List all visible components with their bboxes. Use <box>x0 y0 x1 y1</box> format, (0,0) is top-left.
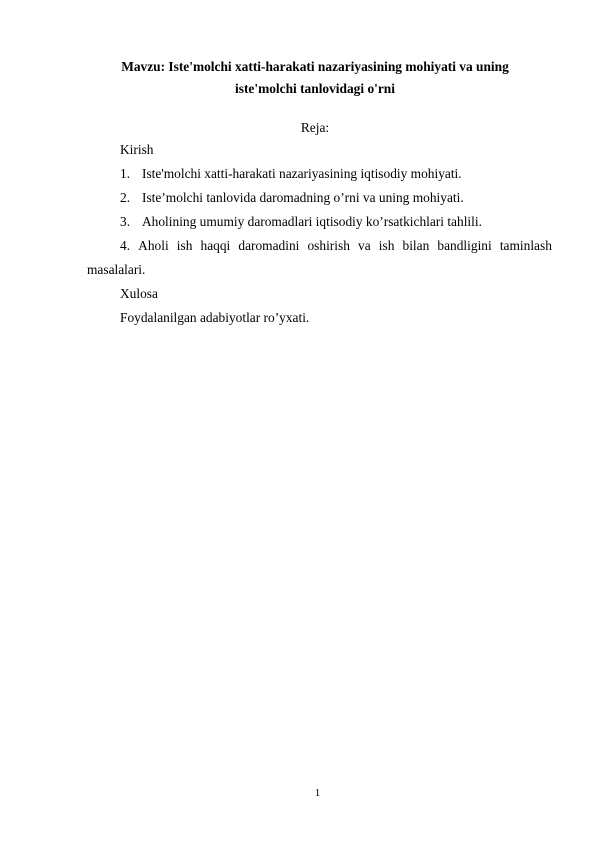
plan-item-1 <box>120 166 462 182</box>
plan-item-text: Aholining umumiy daromadlari iqtisodiy ko’rsatkichlari tahlili. <box>142 214 482 229</box>
page-number: 1 <box>314 787 321 799</box>
plan-item-3 <box>120 214 482 230</box>
plan-item-word: daromadini <box>238 238 300 253</box>
plan-item-word: ish <box>378 238 395 253</box>
plan-item-4 <box>120 238 552 254</box>
plan-item-word: haqqi <box>200 238 231 253</box>
plan-item-word: va <box>358 238 371 253</box>
plan-item-word: ish <box>176 238 193 253</box>
plan-item-word: bilan <box>402 238 430 253</box>
plan-item-text: Iste’molchi tanlovida daromadning o’rni va uning mohiyati. <box>142 190 464 205</box>
plan-intro: Kirish <box>120 142 154 157</box>
plan-item-word: bandligini <box>437 238 492 253</box>
plan-heading: Reja: <box>300 120 330 135</box>
plan-conclusion: Xulosa <box>120 286 158 301</box>
plan-item-number: 2. <box>120 190 131 205</box>
document-title-line-1: Mavzu: Iste'molchi xatti-harakati nazariyasining mohiyati va uning <box>121 59 509 74</box>
plan-item-number: 3. <box>120 214 131 229</box>
plan-item-number: 1. <box>120 166 131 181</box>
plan-references: Foydalanilgan adabiyotlar ro’yxati. <box>120 310 310 325</box>
plan-item-2 <box>120 190 464 206</box>
plan-item-word: taminlash <box>499 238 552 253</box>
plan-item-text: Iste'molchi xatti-harakati nazariyasining iqtisodiy mohiyati. <box>142 166 462 181</box>
plan-item-word: Aholi <box>138 238 169 253</box>
document-title-line-2: iste'molchi tanlovidagi o'rni <box>235 81 395 96</box>
plan-item-number: 4. <box>120 238 131 253</box>
plan-item-word: oshirish <box>307 238 350 253</box>
plan-item-4-continuation: masalalari. <box>87 262 146 277</box>
